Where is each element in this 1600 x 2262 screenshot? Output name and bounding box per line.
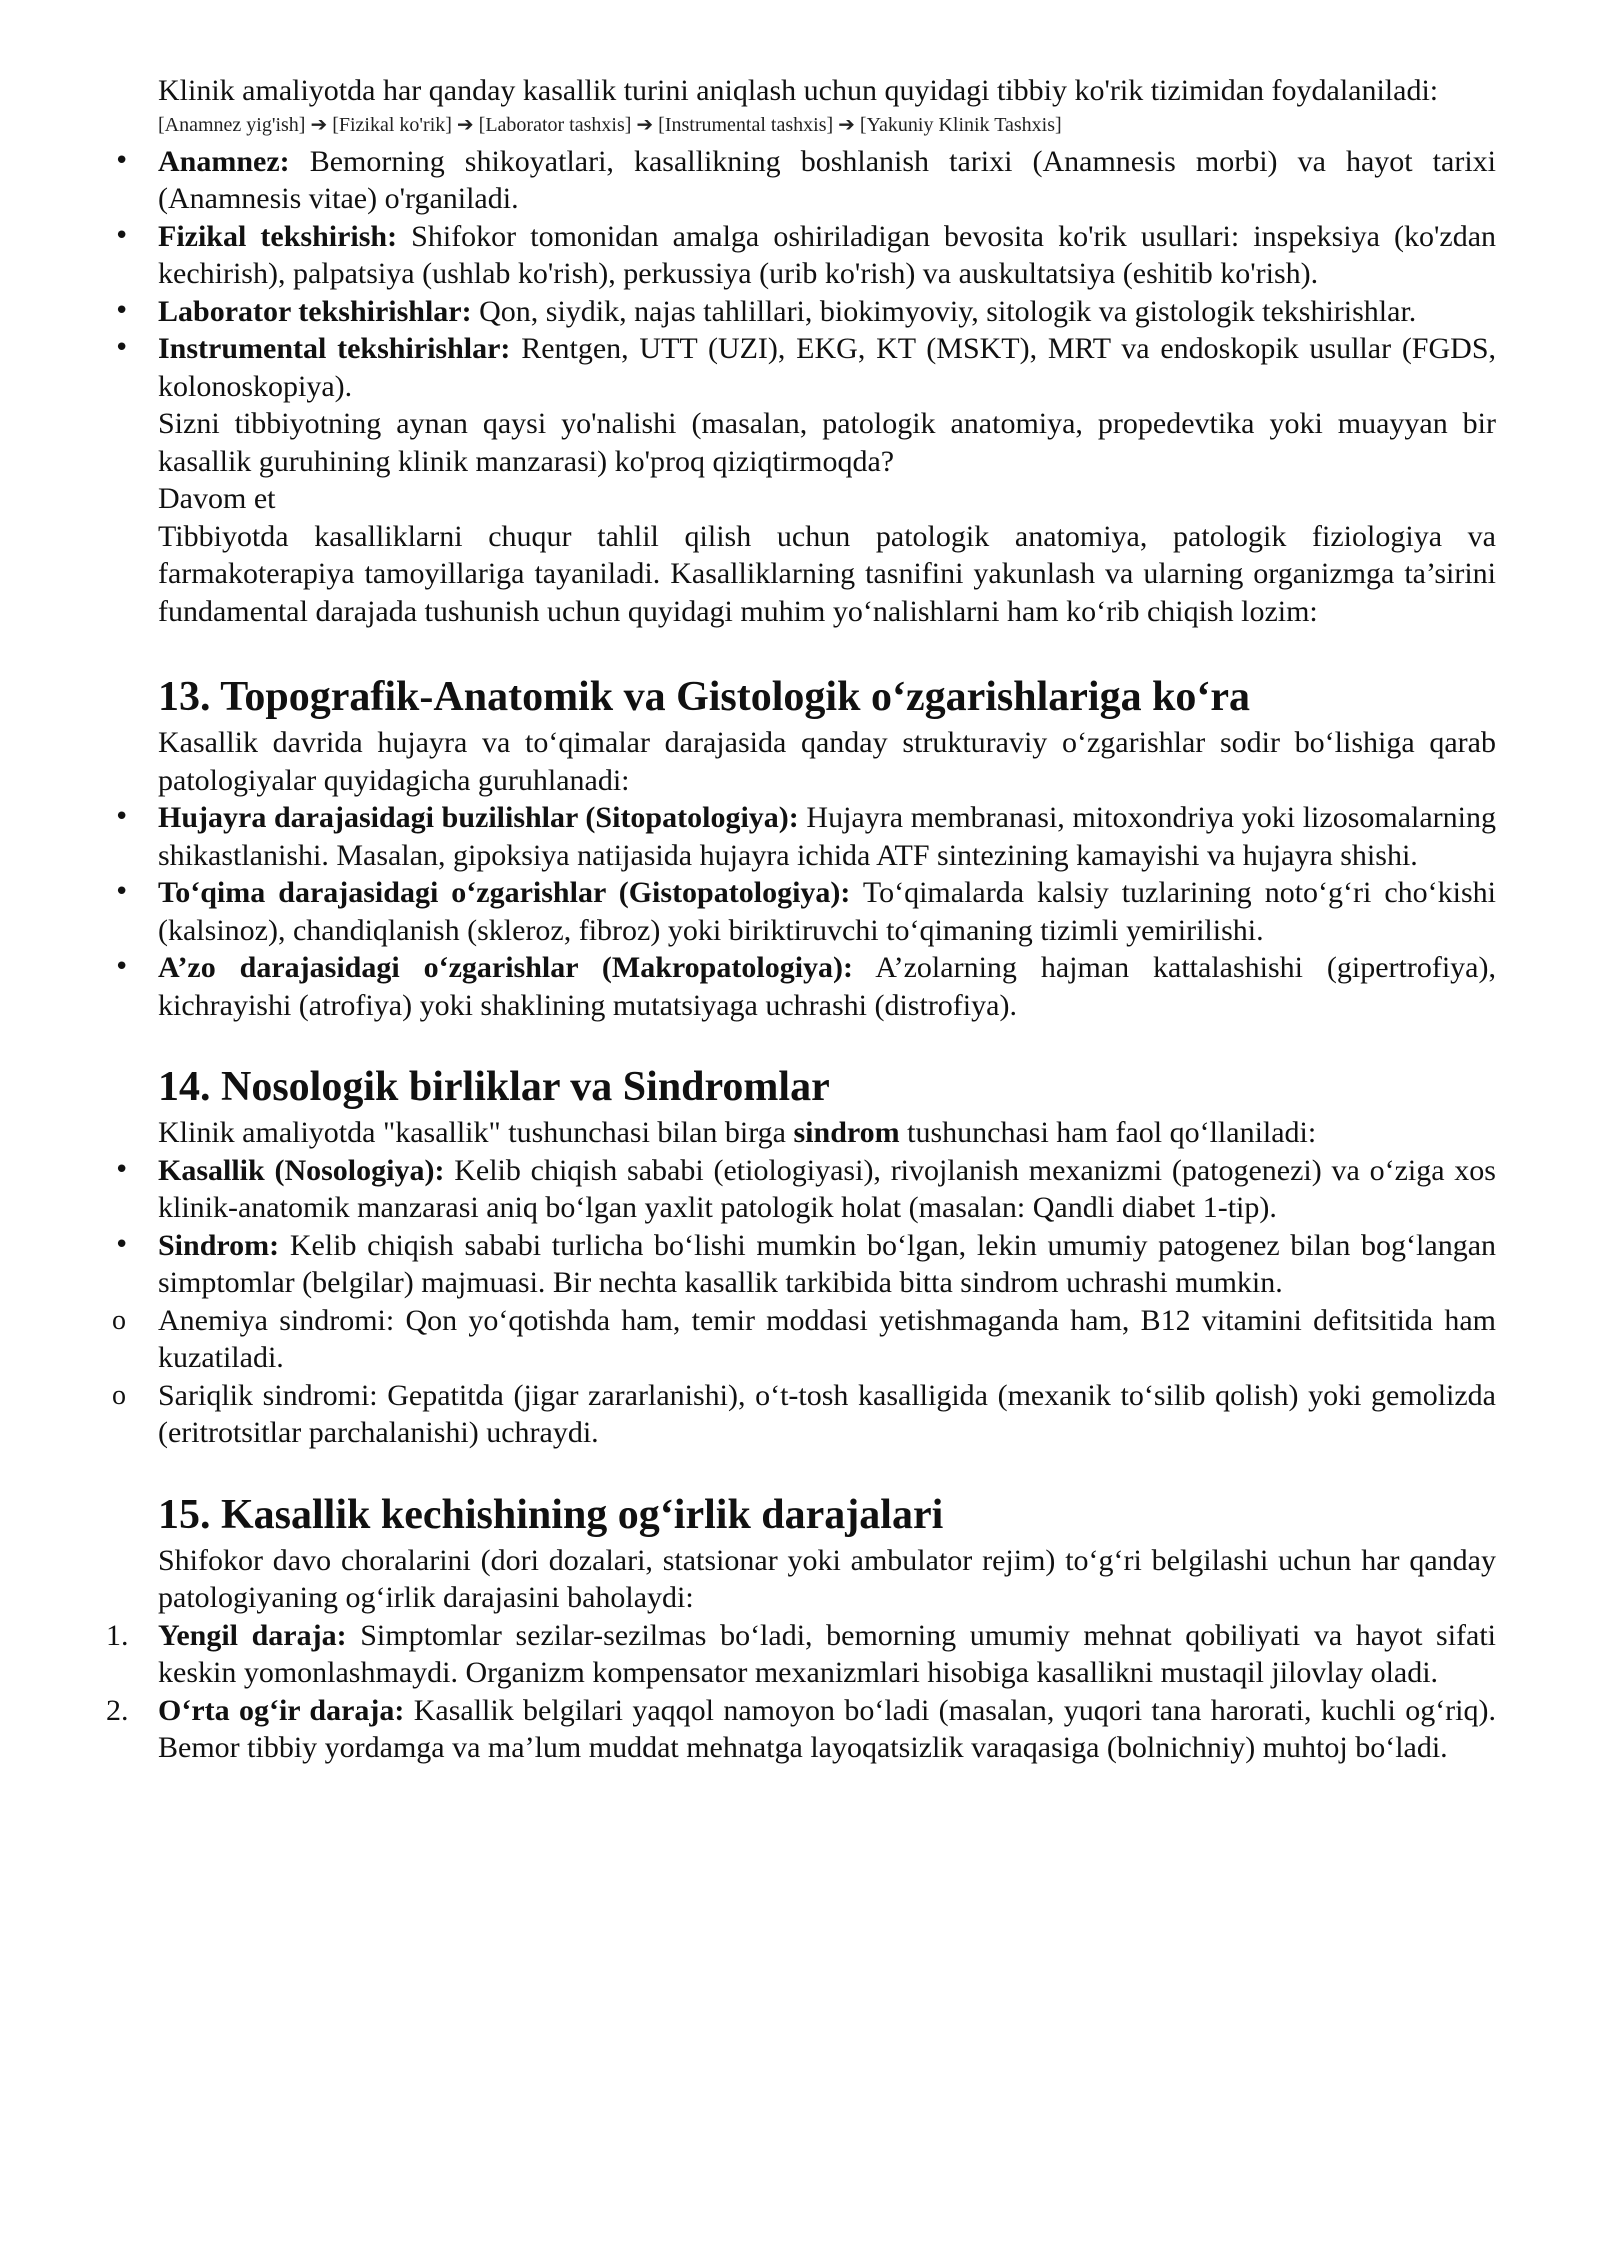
list-item: [158, 218, 1496, 293]
item-text: Simptomlar sezilar-sezilmas bo‘ladi, bemorning umumiy mehnat qobiliyati va hayot sifati keskin yomonlashmaydi. Organizm kompensator mexanizmlari hisobiga kasallikni mustaqil jilovlay oladi.: [158, 1618, 1496, 1689]
item-text: Hujayra membranasi, mitoxondriya yoki lizosomalarning shikastlanishi. Masalan, gipoksiya natijasida hujayra ichida ATF sintezining kamayishi va hujayra shishi.: [158, 801, 1497, 872]
numbered-item: [106, 1617, 1496, 1692]
sub-list-item: o Sariqlik sindromi: Gepatitda (jigar zararlanishi), o‘t-tosh kasalligida (mexanik to‘silib qolish) yoki gemolizda (eritrotsitlar parchalanishi) uchraydi.: [158, 1377, 1496, 1452]
section-14-intro: [158, 1114, 1496, 1152]
item-label: To‘qima darajasidagi o‘zgarishlar (Gistopatologiya):: [158, 876, 851, 909]
item-text: Kelib chiqish sababi (etiologiyasi), rivojlanish mexanizmi (patogenezi) va o‘ziga xos klinik-anatomik manzarasi aniq bo‘lgan yaxlit patologik holat (masalan: Qandli diabet 1-tip).: [158, 1153, 1496, 1224]
flow-step: [Laborator tashxis]: [478, 113, 632, 136]
item-text: Shifokor tomonidan amalga oshiriladigan bevosita ko'rik usullari: inspeksiya (ko'zdan kechirish), palpatsiya (ushlab ko'rish), perkussiya (urib ko'rish) va auskultatsiya (eshitib ko'rish).: [158, 219, 1497, 290]
item-label: O‘rta og‘ir daraja:: [158, 1693, 405, 1727]
section-15-intro: Shifokor davo choralarini (dori dozalari, statsionar yoki ambulator rejim) to‘g‘ri belgilashi uchun har qanday patologiyaning og‘irlik darajasini baholaydi:: [158, 1543, 1496, 1614]
item-number: 2.: [106, 1693, 129, 1727]
arrow-icon: ➔: [310, 113, 328, 136]
section-13-list: [158, 799, 1496, 1024]
section-14-title: 14. Nosologik birliklar va Sindromlar: [158, 1064, 830, 1110]
flow-step: [Instrumental tashxis]: [658, 113, 834, 136]
item-text: Rentgen, UTT (UZI), EKG, KT (MSKT), MRT va endoskopik usullar (FGDS, kolonoskopiya).: [158, 332, 1497, 403]
list-item: [158, 330, 1496, 405]
section-15-list: [106, 1617, 1496, 1767]
item-label: Instrumental tekshirishlar:: [158, 332, 511, 365]
item-text: Bemorning shikoyatlari, kasallikning boshlanish tarixi (Anamnesis morbi) va hayot tarixi (Anamnesis vitae) o'rganiladi.: [158, 144, 1496, 215]
examination-list: [158, 143, 1496, 406]
item-text: Kasallik belgilari yaqqol namoyon bo‘ladi (masalan, yuqori tana harorati, kuchli og‘riq). Bemor tibbiy yordamga va ma’lum muddat mehnatga layoqatsizlik varaqasiga (bolnichniy) muhtoj bo‘ladi.: [158, 1693, 1496, 1764]
item-label: A’zo darajasidagi o‘zgarishlar (Makropatologiya):: [158, 951, 854, 984]
flow-step: [Yakuniy Klinik Tashxis]: [859, 113, 1062, 136]
numbered-item: [106, 1692, 1496, 1767]
arrow-icon: ➔: [456, 113, 474, 136]
list-item: [158, 874, 1496, 949]
section-13-intro: Kasallik davrida hujayra va to‘qimalar darajasida qanday strukturaviy o‘zgarishlar sodir bo‘lishiga qarab patologiyalar quyidagicha guruhlanadi:: [158, 726, 1496, 797]
item-label: Sindrom:: [158, 1228, 280, 1262]
examination-flow: [158, 110, 1496, 140]
item-label: Laborator tekshirishlar:: [158, 294, 472, 328]
item-text: Kelib chiqish sababi turlicha bo‘lishi mumkin bo‘lgan, lekin umumiy patogenez bilan bog‘langan simptomlar (belgilar) majmuasi. Bir nechta kasallik tarkibida bitta sindrom uchrashi mumkin.: [158, 1228, 1497, 1299]
flow-step: [Fizikal ko'rik]: [332, 113, 452, 136]
arrow-icon: ➔: [838, 113, 855, 136]
item-label: Yengil daraja:: [158, 1618, 347, 1652]
item-label: Anamnez:: [158, 144, 290, 178]
sub-list-item: o Anemiya sindromi: Qon yo‘qotishda ham, temir moddasi yetishmaganda ham, B12 vitamini defitsitida ham kuzatiladi.: [158, 1302, 1496, 1377]
intro-text: Klinik amaliyotda "kasallik" tushunchasi bilan birga: [158, 1116, 786, 1149]
list-item: [158, 1227, 1496, 1302]
section-13-title: 13. Topografik-Anatomik va Gistologik o‘zgarishlariga ko‘ra: [158, 674, 1251, 720]
flow-step: [Anamnez yig'ish]: [158, 113, 306, 136]
document-body: [106, 72, 1497, 1767]
list-item: [158, 799, 1496, 874]
item-label: Fizikal tekshirish:: [158, 219, 398, 253]
intro-paragraph: Klinik amaliyotda har qanday kasallik turini aniqlash uchun quyidagi tibbiy ko'rik tizimidan foydalaniladi:: [158, 74, 1439, 107]
intro-text: tushunchasi ham faol qo‘llaniladi:: [907, 1116, 1317, 1149]
section-15-title: 15. Kasallik kechishining og‘irlik darajalari: [158, 1491, 944, 1538]
item-label: Hujayra darajasidagi buzilishlar (Sitopatologiya):: [158, 801, 799, 834]
question-paragraph: Sizni tibbiyotning aynan qaysi yo'nalishi (masalan, patologik anatomiya, propedevtika yoki muayyan bir kasallik guruhining klinik manzarasi) ko'proq qiziqtirmoqda?: [158, 407, 1496, 478]
intro-bold-term: sindrom: [793, 1116, 900, 1149]
item-label: Kasallik (Nosologiya):: [158, 1153, 445, 1187]
list-item: [158, 293, 1496, 331]
item-text: A’zolarning hajman kattalashishi (gipertrofiya), kichrayishi (atrofiya) yoki shaklining mutatsiyaga uchrashi (distrofiya).: [158, 951, 1496, 1022]
list-item: [158, 143, 1496, 218]
list-item: [158, 949, 1496, 1024]
item-text: To‘qimalarda kalsiy tuzlarining noto‘g‘ri cho‘kishi (kalsinoz), chandiqlanish (skleroz, fibroz) yoki biriktiruvchi to‘qimaning tizimli yemirilishi.: [158, 876, 1496, 947]
item-number: 1.: [106, 1618, 129, 1652]
list-item: [158, 1152, 1496, 1227]
section-14-list: [158, 1152, 1496, 1452]
continue-line: Davom et: [158, 482, 276, 515]
arrow-icon: ➔: [636, 113, 654, 136]
item-text: Qon, siydik, najas tahlillari, biokimyoviy, sitologik va gistologik tekshirishlar.: [479, 294, 1417, 328]
analysis-paragraph: Tibbiyotda kasalliklarni chuqur tahlil qilish uchun patologik anatomiya, patologik fiziologiya va farmakoterapiya tamoyillariga tayaniladi. Kasalliklarning tasnifini yakunlash va ularning organizmga ta’sirini fundamental darajada tushunish uchun quyidagi muhim yo‘nalishlarni ham ko‘rib chiqish lozim:: [158, 519, 1496, 628]
